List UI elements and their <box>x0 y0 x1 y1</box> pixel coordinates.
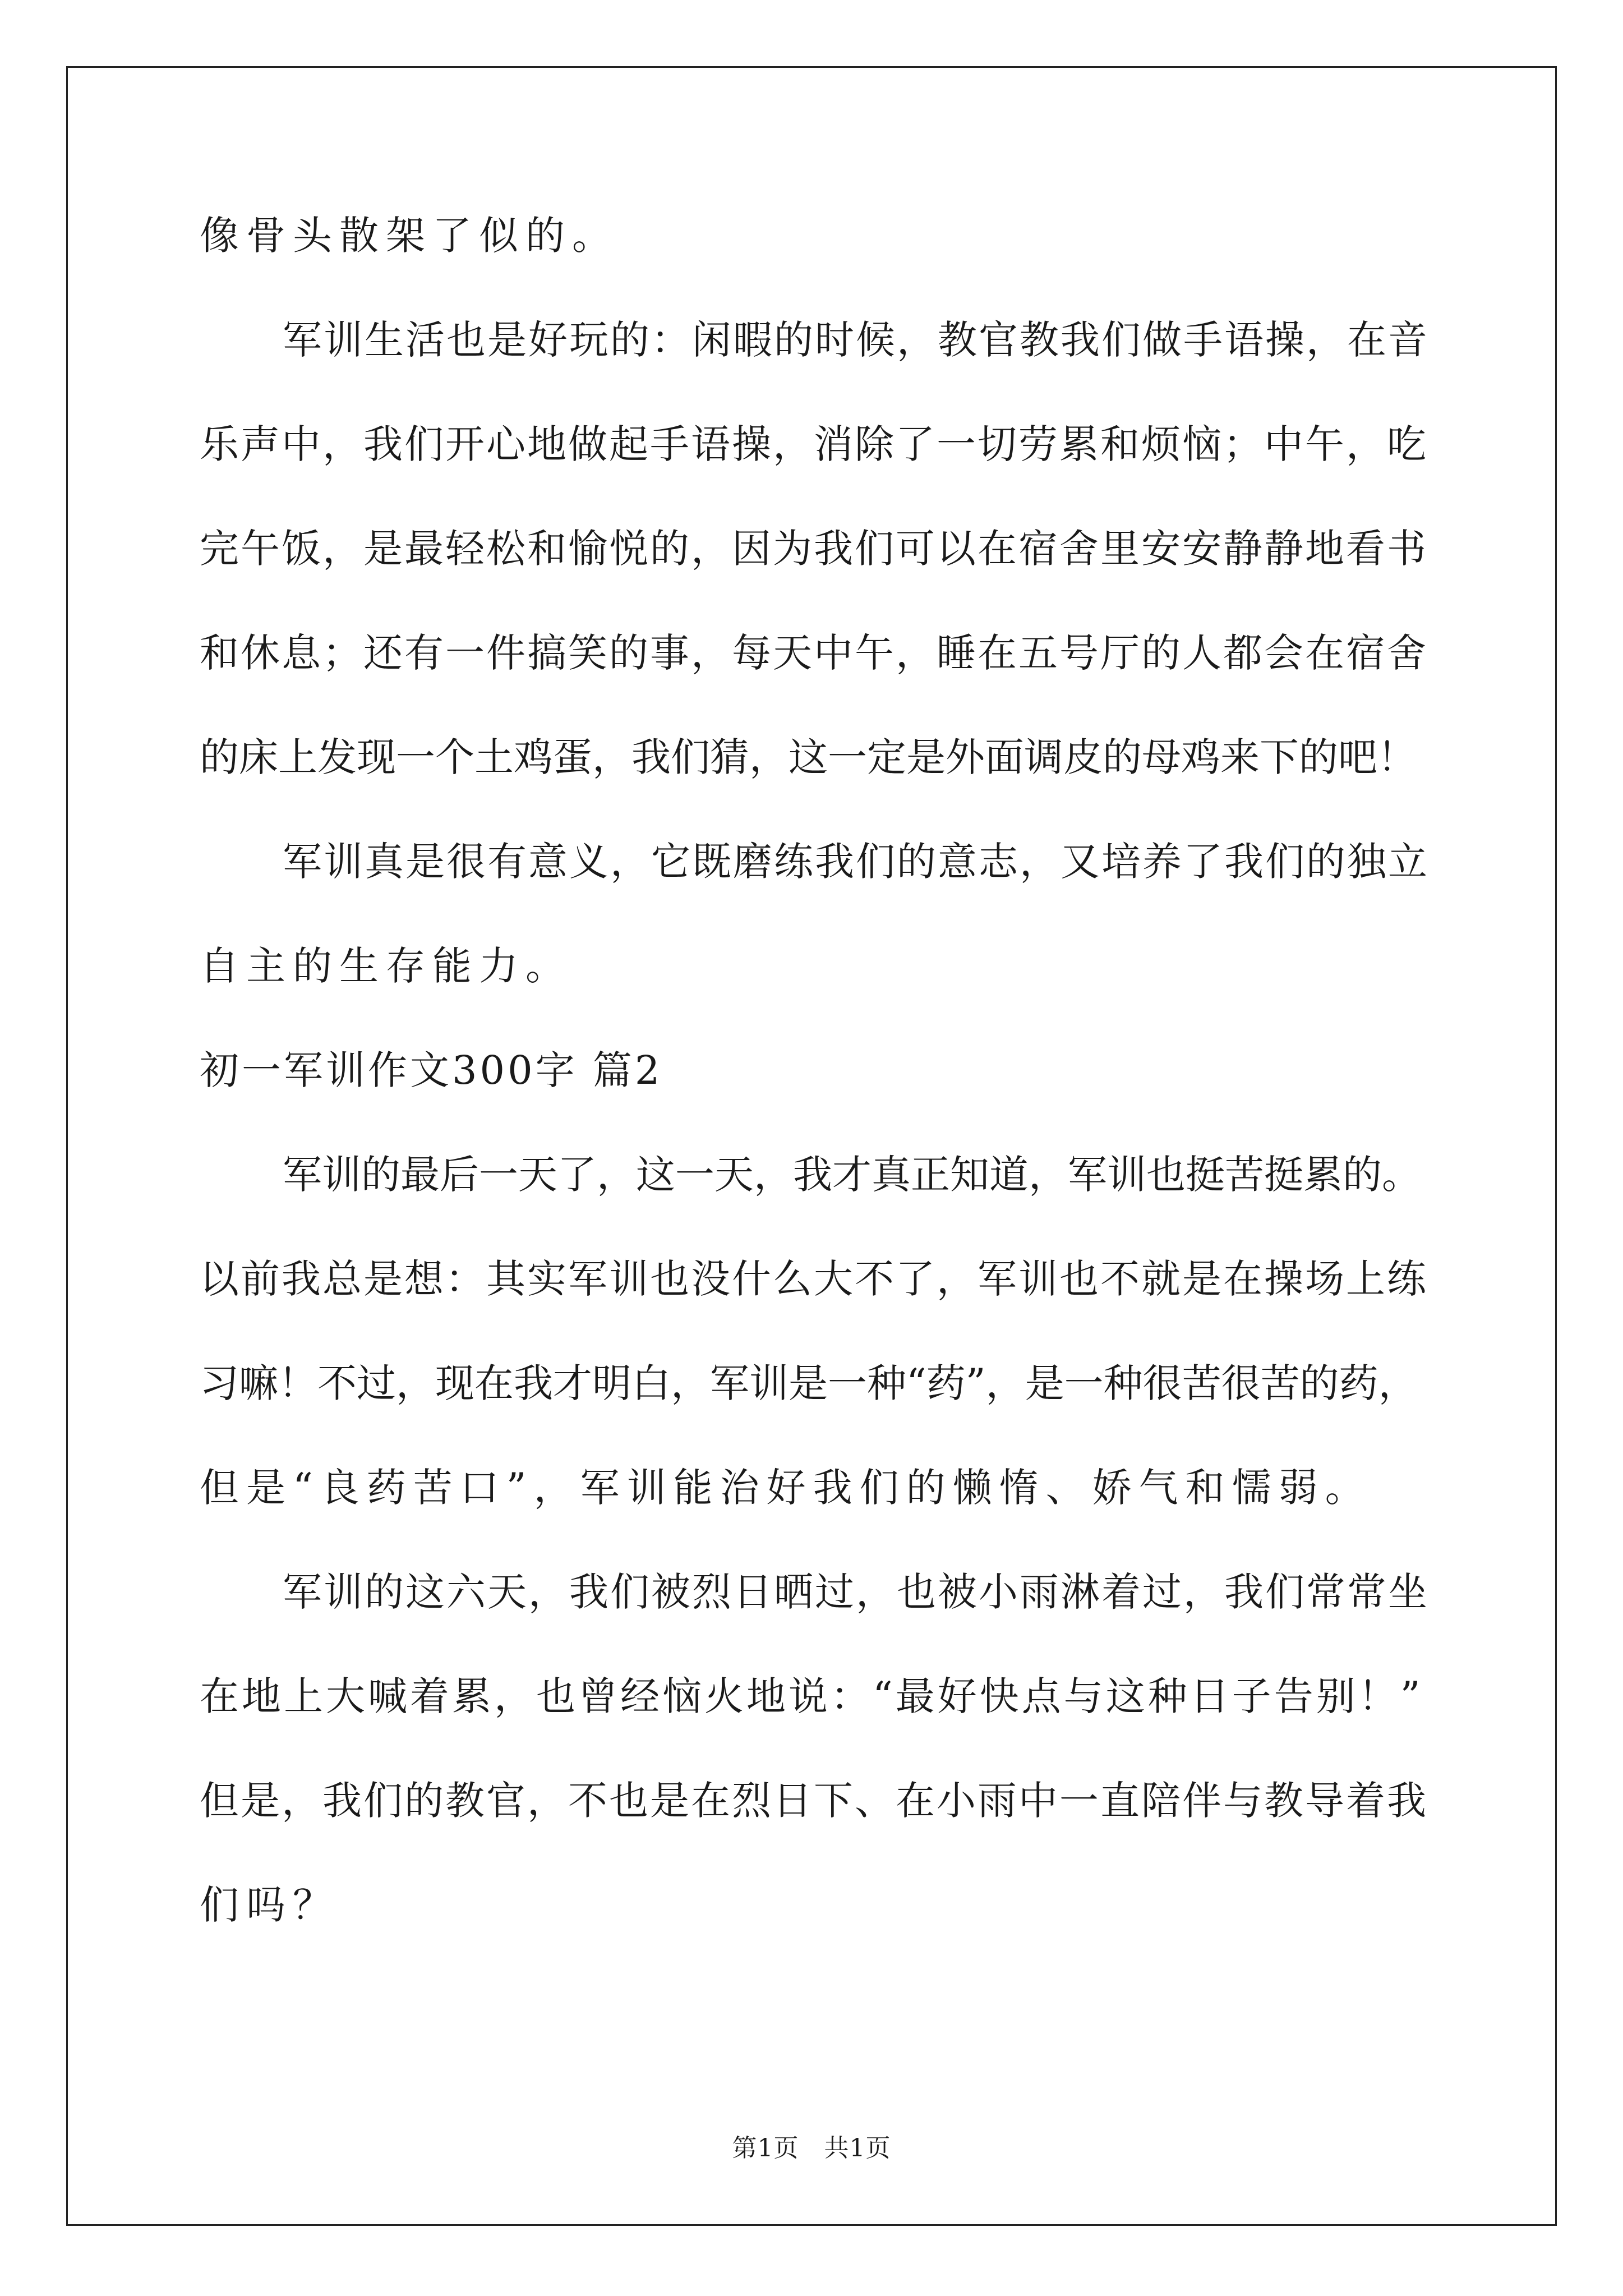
document-body <box>200 213 1429 1990</box>
text-line: 以前我总是想：其实军训也没什么大不了，军训也不就是在操场上练 <box>200 1256 1428 1302</box>
text-line: 完午饭，是最轻松和愉悦的，因为我们可以在宿舍里安安静静地看书 <box>200 526 1428 572</box>
page-number-footer: 第1页 共1页 <box>732 2134 891 2162</box>
text-line: 像骨头散架了似的。 <box>200 213 619 259</box>
text-line: 和休息；还有一件搞笑的事，每天中午，睡在五号厅的人都会在宿舍 <box>200 630 1428 676</box>
text-line: 在地上大喊着累，也曾经恼火地说：“最好快点与这种日子告别！” <box>200 1673 1423 1719</box>
text-line: 习嘛！不过，现在我才明白，军训是一种“药”，是一种很苦很苦的药， <box>200 1360 1418 1406</box>
text-line: 乐声中，我们开心地做起手语操，消除了一切劳累和烦恼；中午，吃 <box>200 421 1428 467</box>
text-line: 但是“良药苦口”，军训能治好我们的懒惰、娇气和懦弱。 <box>200 1465 1372 1511</box>
section-heading: 初一军训作文300字 篇2 <box>200 1047 663 1093</box>
text-line: 自主的生存能力。 <box>200 943 572 989</box>
paragraph-start-line: 军训生活也是好玩的：闲暇的时候，教官教我们做手语操，在音 <box>283 317 1429 363</box>
paragraph-start-line: 军训真是很有意义，它既磨练我们的意志，又培养了我们的独立 <box>283 839 1429 885</box>
paragraph-start-line: 军训的这六天，我们被烈日晒过，也被小雨淋着过，我们常常坐 <box>283 1569 1429 1615</box>
paragraph-start-line: 军训的最后一天了，这一天，我才真正知道，军训也挺苦挺累的。 <box>283 1152 1421 1198</box>
text-line: 们吗？ <box>200 1882 339 1928</box>
text-line: 但是，我们的教官，不也是在烈日下、在小雨中一直陪伴与教导着我 <box>200 1778 1428 1824</box>
text-line: 的床上发现一个土鸡蛋，我们猜，这一定是外面调皮的母鸡来下的吧！ <box>200 734 1417 780</box>
